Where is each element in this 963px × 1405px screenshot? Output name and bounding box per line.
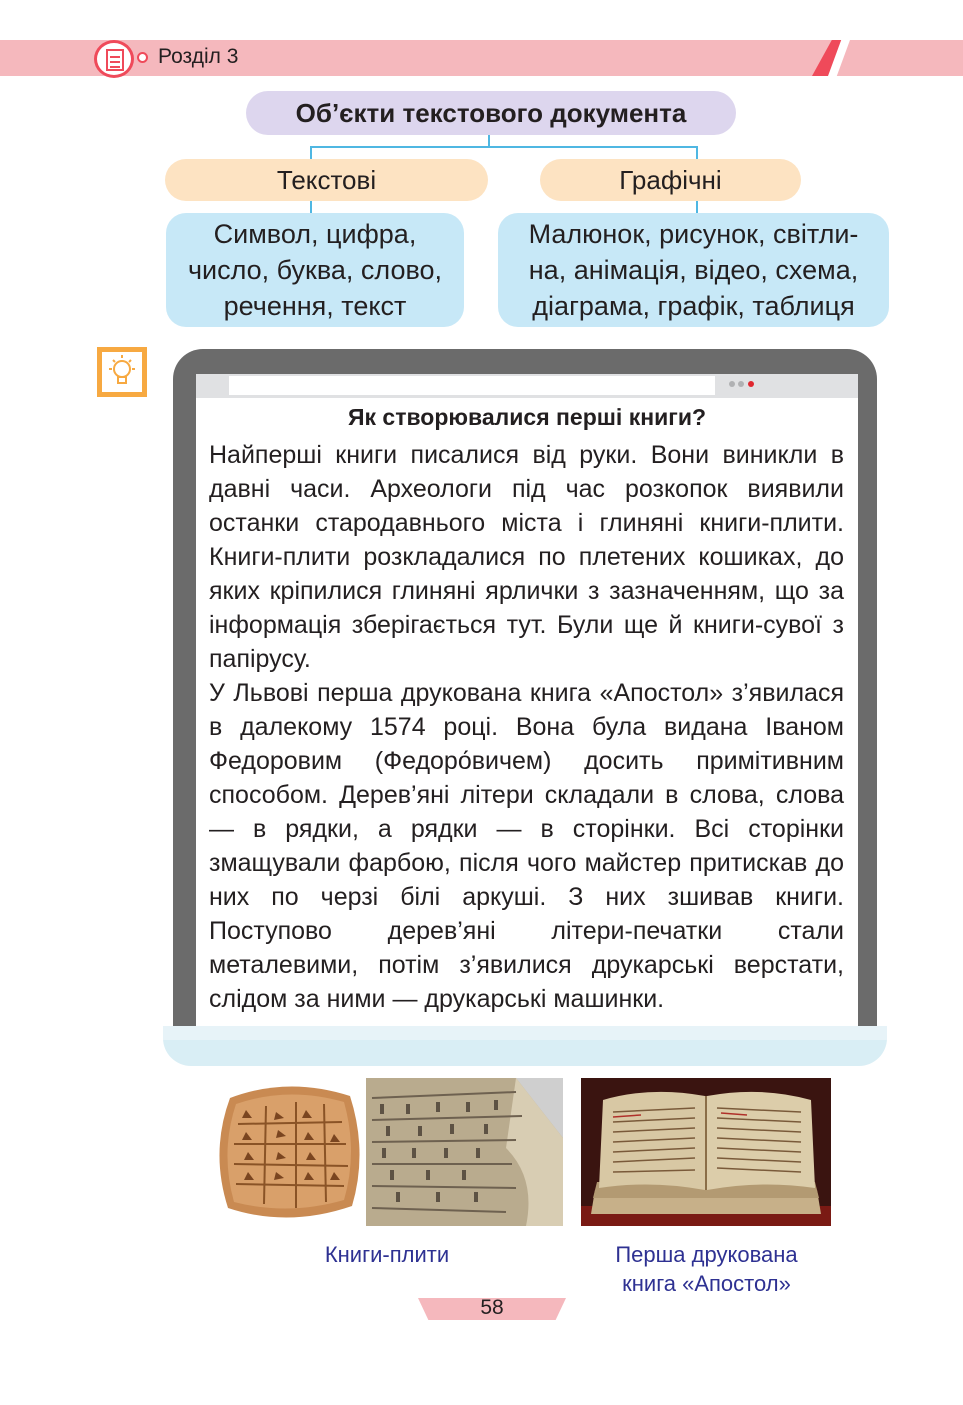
article-paragraph: Найперші книги писалися від руки. Вони виникли в давні часи. Археологи під час розкопок виявили останки стародавнього міста і глиняні книги-плити. Книги-плити розкладалися по плетених кошиках, до яких кріпилися глиняні ярлички з зазначенням, що за інформація зберігається тут. Були ще й книги-сувої з папірусу. bbox=[209, 441, 844, 673]
list-line: діаграма, графік, таблиця bbox=[532, 291, 855, 321]
article-title: Як створювалися перші книги? bbox=[347, 404, 707, 430]
lightbulb-icon bbox=[97, 347, 147, 397]
list-line: речення, текст bbox=[223, 291, 407, 321]
graphic-objects-list bbox=[498, 213, 889, 327]
list-line: Символ, цифра, bbox=[213, 219, 417, 249]
category-text-objects: Текстові bbox=[165, 159, 488, 201]
category-graphic-objects: Графічні bbox=[540, 159, 801, 201]
article-paragraph: У Львові перша друкована книга «Апостол» з’явилася в далекому 1574 році. Вона була видана Іваном Федоровим (Федоро́вичем) досить примітивним способом. Дерев’яні літери складали в слова, слова — в рядки, а рядки — в сторінки. Всі сторінки змащували фарбою, після чого майстер притискав до них по черзі білі аркуші. З них зшивав книги. Поступово дерев’яні літери-печатки стали металевими, потім з’явилися друкарські верстати, слідом за ними — друкарські машинки. bbox=[209, 679, 844, 1013]
clay-fragment-photo bbox=[366, 1078, 563, 1226]
diagram-title: Об’єкти текстового документа bbox=[246, 91, 736, 135]
section-label: Розділ 3 bbox=[158, 45, 239, 68]
section-marker-dot bbox=[137, 52, 148, 63]
apostol-book-photo bbox=[581, 1078, 831, 1226]
list-line: Малюнок, рисунок, світли- bbox=[528, 219, 859, 249]
laptop-base-top bbox=[163, 1026, 887, 1040]
text-objects-list bbox=[166, 213, 464, 327]
address-bar bbox=[229, 376, 715, 395]
list-line: число, буква, слово, bbox=[187, 255, 443, 285]
caption-line: Перша друкована bbox=[615, 1242, 798, 1267]
diagram-connector bbox=[310, 200, 312, 214]
photo-caption-apostol bbox=[580, 1240, 833, 1298]
diagram-connector bbox=[696, 146, 698, 160]
window-dot-red bbox=[748, 381, 754, 387]
page-number: 58 bbox=[480, 1296, 504, 1319]
document-icon bbox=[94, 40, 134, 78]
clay-tablet-photo bbox=[212, 1078, 364, 1226]
window-dot bbox=[729, 381, 735, 387]
diagram-connector bbox=[310, 146, 698, 148]
caption-line: книга «Апостол» bbox=[622, 1271, 791, 1296]
window-dot bbox=[738, 381, 744, 387]
photo-caption-tablets: Книги-плити bbox=[324, 1242, 450, 1267]
diagram-connector bbox=[696, 200, 698, 214]
list-line: на, анімація, відео, схема, bbox=[528, 255, 859, 285]
diagram-connector bbox=[310, 146, 312, 160]
